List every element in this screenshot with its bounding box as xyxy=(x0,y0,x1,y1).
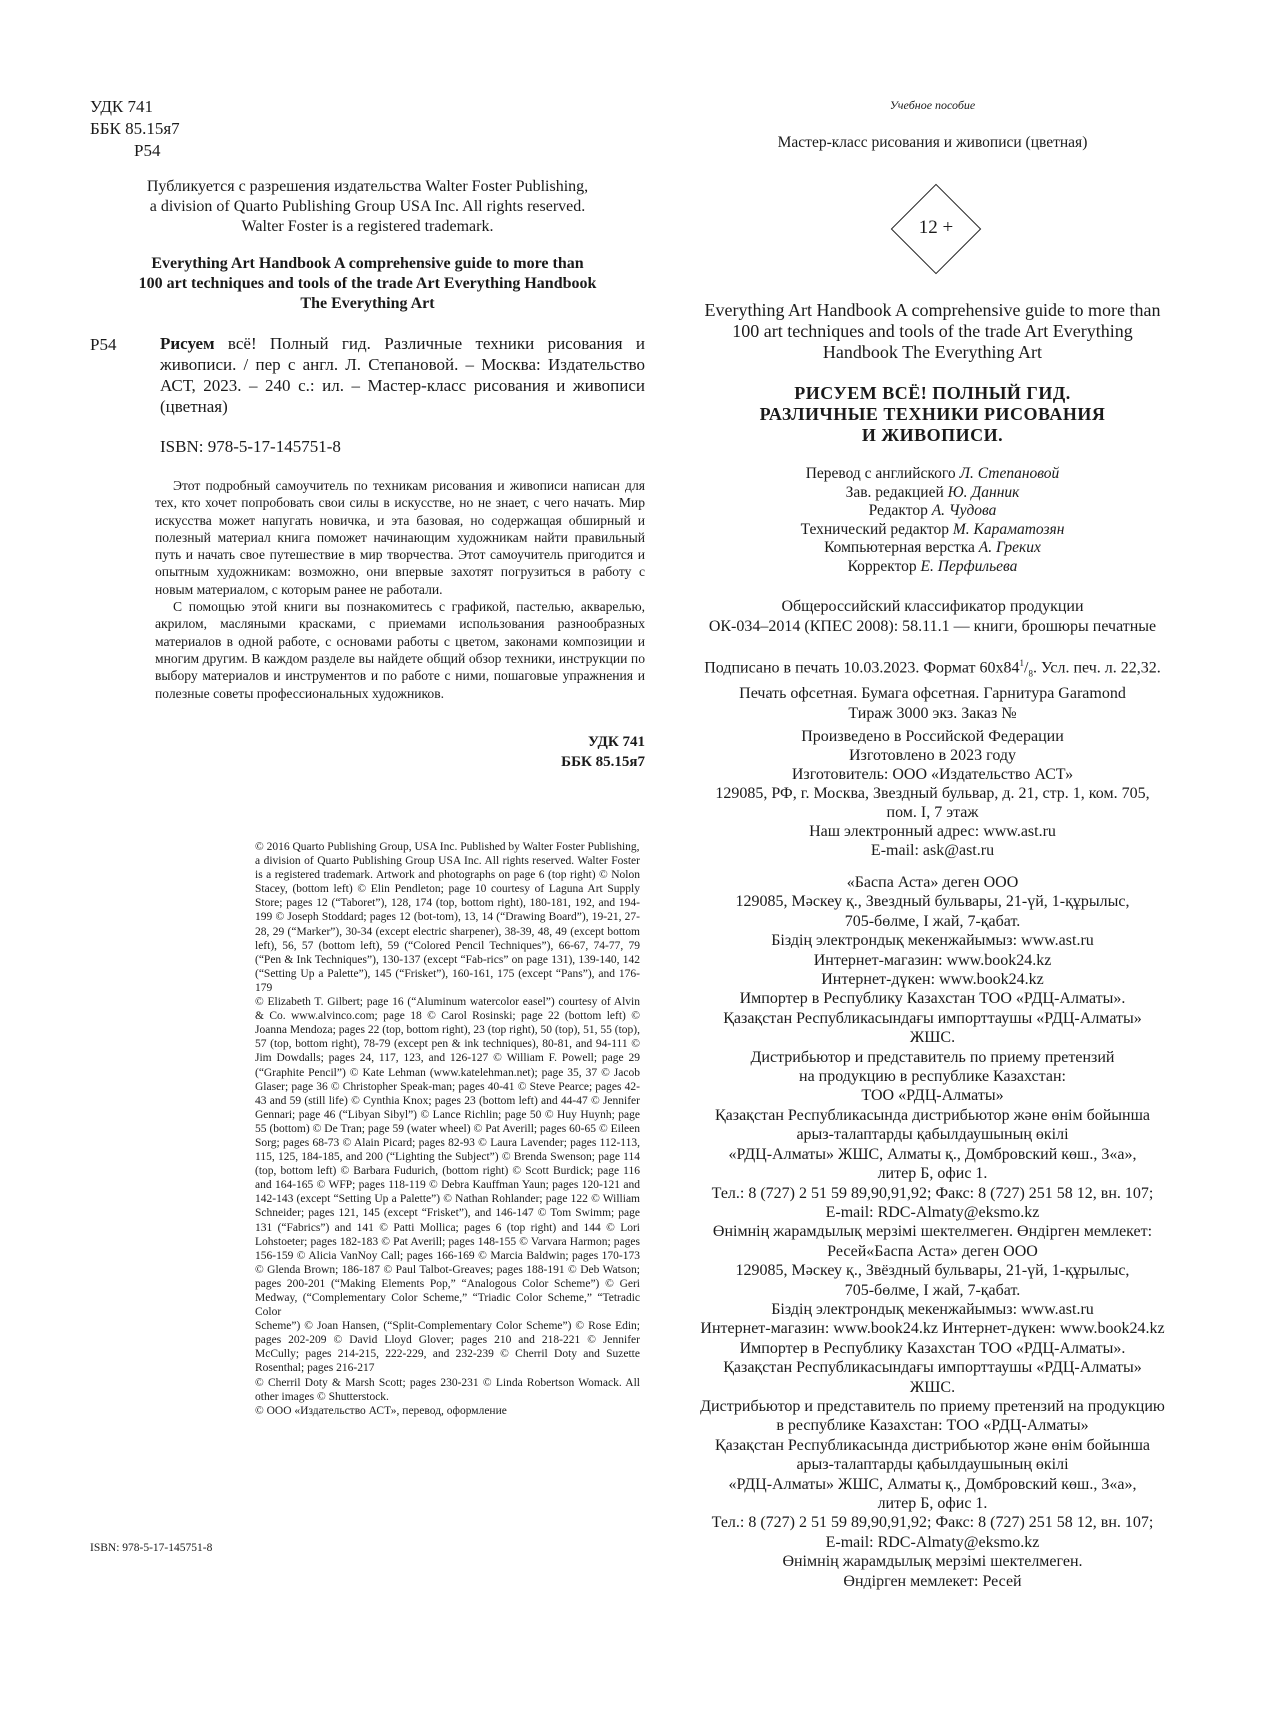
bbk-code: ББК 85.15я7 xyxy=(90,119,180,138)
kazakh-line: 705-бөлме, I жай, 7-қабат. xyxy=(844,912,1021,930)
staff-role: Перевод с английского xyxy=(805,465,956,482)
print-line xyxy=(660,653,1205,684)
print-format: Подписано в печать 10.03.2023. Формат 60x84 xyxy=(704,659,1020,677)
kazakh-line: Қазақстан Республикасындағы импорттаушы «РДЦ-Алматы» xyxy=(723,1359,1142,1377)
production-line: Наш электронный адрес: www.ast.ru xyxy=(809,823,1056,840)
kazakh-line: арыз-талаптарды қабылдаушының өкілі xyxy=(796,1456,1069,1474)
staff-line xyxy=(660,502,1205,521)
staff-line xyxy=(660,484,1205,503)
kazakh-line: Дистрибьютор и представитель по приему претензий xyxy=(750,1048,1115,1066)
kazakh-line: Тел.: 8 (727) 2 51 59 89,90,91,92; Факс: 8 (727) 251 58 12, вн. 107; xyxy=(711,1184,1154,1202)
permission-line: Walter Foster is a registered trademark. xyxy=(241,218,494,235)
credit-paragraph: © 2016 Quarto Publishing Group, USA Inc. Published by Walter Foster Publishing, xyxy=(255,841,640,853)
kazakh-line: на продукцию в республике Казахстан: xyxy=(799,1068,1066,1086)
permission-line: Публикуется с разрешения издательства Walter Foster Publishing, xyxy=(146,178,589,195)
series-name: Мастер-класс рисования и живописи (цветная) xyxy=(777,134,1088,151)
staff-name: Е. Перфильева xyxy=(920,557,1018,575)
kazakh-line: «Баспа Аста» деген ООО xyxy=(846,874,1019,891)
staff-name: Л. Степановой xyxy=(959,465,1060,482)
classifier-line: Общероссийский классификатор продукции xyxy=(781,598,1084,615)
kazakh-line: Интернет-магазин: www.book24.kz xyxy=(813,951,1052,969)
credit-paragraph: © Elizabeth T. Gilbert; page 16 (“Aluminum watercolor easel”) courtesy of Alvin & Co. www.alvinco.com; page 18 © Carol Rosinski; page 22 (bottom left) © Joanna Mendoza; pages 22 (top, bottom right), 23 (top right), 50 (top), 51, 55 (top), 57 (top, bottom right), 78-79 (except pen & ink techniques), 80-81, and 94-111 © Jim Dowdalls; pages 24, 117, 123, and 126-127 © William F. Powell; page 29 (“Graphite Pencil”) © Kate Lehman (www.katelehman.net); page 35, 37 © Jacob Glaser; page 36 © Christopher Speak-man; pages 40-41 © Steve Pearce; pages 42-43 and 59 (still life) © Cynthia Knox; pages 23 (bottom left) and 44-47 © Jennifer Gennari; page 46 (“Libyan Sibyl”) © Lance Richlin; page 50 © Huy Huynh; page 55 (bottom) © De Tran; page 59 (water wheel) © Pat Averill; pages 60-65 © Eileen Sorg; pages 68-73 © Alain Picard; pages 82-93 © Laura Lavender; pages 112-113, 115, 125, 184-185, and 200 (“Lighting the Subject”) © Brenda Swenson; page 114 (top, bottom left) © Barbara Fudurich, (bottom right) © Scott Burdick; page 116 and 164-165 © WFP; pages 118-119 © Debra Kauffman Yaun; pages 120-121 and 142-143 (except “Setting Up a Palette”) © Nathan Rohlander; page 122 © William Schneider; pages 121, 145 (except “Frisket”), and 146-147 © Tom Swimm; page 131 (“Fabrics”) and 141 © Patti Mollica; pages 6 (top right) and 144 © Lori Lohstoeter; pages 182-183 © Pat Averill; pages 148-155 © Varvara Harmon; pages 156-159 © Alicia VanNoy Call; pages 166-169 © Marcia Baldwin; pages 170-173 © Glenda Brown; 186-187 © Paul Talbot-Greaves; pages 188-191 © Deb Watson; pages 200-201 (“Making Elements Pop,” “Analogous Color Scheme”) © Geri Medway, (“Complementary Color Scheme,” “Triadic Color Scheme,” “Tetradic Color xyxy=(255,996,640,1319)
kazakhstan-info xyxy=(660,873,1205,1591)
main-title-line: РАЗЛИЧНЫЕ ТЕХНИКИ РИСОВАНИЯ xyxy=(759,404,1106,424)
original-title-line: Everything Art Handbook A comprehensive guide to more than xyxy=(151,255,584,272)
kazakh-line: Импортер в Республику Казахстан ТОО «РДЦ-Алматы». xyxy=(739,990,1126,1008)
kazakh-line: Ресей«Баспа Аста» деген ООО xyxy=(827,1242,1038,1260)
permission-notice xyxy=(90,177,645,237)
staff-name: А. Чудова xyxy=(931,502,997,519)
staff-role: Редактор xyxy=(868,502,928,519)
kazakh-line: ЖШС. xyxy=(909,1029,956,1047)
print-line: Печать офсетная. Бумага офсетная. Гарнитура Garamond xyxy=(739,684,1126,702)
isbn-footer: ISBN: 978-5-17-145751-8 xyxy=(90,1542,213,1554)
kazakh-line: литер Б, офис 1. xyxy=(877,1495,988,1512)
abstract-paragraph: С помощью этой книги вы познакомитесь с графикой, пастелью, акварелью, акрилом, масляными красками, с приемами использования разнообразных материалов в одной работе, с основами работы с цветом, законами композиции и многим другим. В каждом разделе вы найдете общий обзор техники, инструкции по выбору материалов и инструментов и по работе с ними, пошаговые упражнения и полезные советы профессиональных художников. xyxy=(155,599,645,701)
classification-codes xyxy=(90,96,180,162)
staff-line xyxy=(660,539,1205,558)
kazakh-line: «РДЦ-Алматы» ЖШС, Алматы қ., Домбровский көш., 3«а», xyxy=(728,1475,1137,1493)
kazakh-line: арыз-талаптарды қабылдаушының өкілі xyxy=(796,1126,1069,1144)
author-mark: Р54 xyxy=(134,141,161,160)
credit-paragraph: © Cherril Doty & Marsh Scott; pages 230-231 © Linda Robertson Womack. All other images © Shutterstock. xyxy=(255,1376,640,1403)
classifier-line: ОК-034–2014 (КПЕС 2008): 58.11.1 — книги, брошюры печатные xyxy=(708,618,1157,635)
kazakh-line: Интернет-магазин: www.book24.kz Интернет-дүкен: www.book24.kz xyxy=(700,1320,1165,1338)
staff-name: Ю. Данник xyxy=(947,483,1020,501)
kazakh-line: E-mail: RDC-Almaty@eksmo.kz xyxy=(825,1533,1040,1551)
production-line: пом. I, 7 этаж xyxy=(886,804,979,821)
staff-role: Зав. редакцией xyxy=(845,483,944,501)
udk-code: УДК 741 xyxy=(90,97,154,116)
format-fraction-den: 8 xyxy=(1028,668,1033,679)
kazakh-line: Өнімнің жарамдылық мерзімі шектелмеген. Өндірген мемлекет: xyxy=(712,1223,1153,1241)
entry-description: всё! Полный гид. Различные техники рисования и живописи. / пер с англ. Л. Степановой. – Москва: Издательство АСТ, 2023. – 240 с.: ил. – Мастер-класс рисования и живописи (цветная) xyxy=(160,334,645,416)
production-info xyxy=(660,727,1205,860)
kazakh-line: 129085, Мәскеу қ., Звёздный бульвары, 21-үй, 1-құрылыс, xyxy=(735,1262,1130,1280)
kazakh-line: E-mail: RDC-Almaty@eksmo.kz xyxy=(825,1203,1040,1221)
print-sheets: . Усл. печ. л. 22,32. xyxy=(1032,659,1161,677)
kazakh-line: ЖШС. xyxy=(909,1378,956,1396)
kazakh-line: Тел.: 8 (727) 2 51 59 89,90,91,92; Факс: 8 (727) 251 58 12, вн. 107; xyxy=(711,1514,1154,1532)
abstract-paragraph: Этот подробный самоучитель по техникам рисования и живописи написан для тех, кто хочет попробовать свои силы в искусстве, но не знает, с чего начать. Мир искусства может напугать новичка, и эта базовая, но содержащая обширный и полезный материал книга поможет начинающим художникам найти правильный путь и начать свое путешествие в мир творчества. Этот самоучитель пригодится и опытным художникам: возможно, они впервые захотят погрузиться в работу с новым материалом, с которым ранее не работали. xyxy=(155,478,645,597)
staff-name: А. Греких xyxy=(978,539,1041,556)
original-title-left xyxy=(90,254,645,314)
original-title-line: 100 art techniques and tools of the trade Art Everything Handbook xyxy=(138,275,597,292)
kazakh-line: Қазақстан Республикасында дистрибьютор және өнім бойынша xyxy=(714,1436,1151,1454)
original-title-line: 100 art techniques and tools of the trade Art Everything xyxy=(732,321,1133,341)
kazakh-line: Интернет-дүкен: www.book24.kz xyxy=(821,971,1044,989)
udk-code-bottom: УДК 741 xyxy=(588,734,645,750)
staff-line xyxy=(660,558,1205,577)
kazakh-line: Өнімнің жарамдылық мерзімі шектелмеген. xyxy=(782,1553,1083,1571)
staff-role: Компьютерная верстка xyxy=(824,539,975,556)
staff-line xyxy=(660,521,1205,540)
production-line: Произведено в Российской Федерации xyxy=(801,728,1064,745)
abstract xyxy=(155,477,645,702)
kazakh-line: Импортер в Республику Казахстан ТОО «РДЦ-Алматы». xyxy=(739,1339,1126,1357)
copyright-credits xyxy=(255,840,640,1418)
staff-name: М. Караматозян xyxy=(952,520,1065,538)
main-title-line: И ЖИВОПИСИ. xyxy=(861,425,1004,445)
age-rating-text: 12 + xyxy=(918,217,954,238)
kazakh-line: Біздің электрондық мекенжайымыз: www.ast.ru xyxy=(771,932,1094,950)
kazakh-line: 705-бөлме, I жай, 7-қабат. xyxy=(844,1281,1021,1299)
entry-title-word: Рисуем xyxy=(160,334,215,353)
kazakh-line: ТОО «РДЦ-Алматы» xyxy=(861,1087,1004,1105)
bbk-code-bottom: ББК 85.15я7 xyxy=(561,754,645,770)
isbn-main: ISBN: 978-5-17-145751-8 xyxy=(160,437,341,456)
kazakh-line: Біздің электрондық мекенжайымыз: www.ast.ru xyxy=(771,1300,1094,1318)
age-rating-badge xyxy=(891,184,981,274)
production-line: 129085, РФ, г. Москва, Звездный бульвар, д. 21, стр. 1, ком. 705, xyxy=(715,785,1150,802)
kazakh-line: 129085, Мәскеу қ., Звездный бульвары, 21-үй, 1-құрылыс, xyxy=(735,893,1130,911)
credit-paragraph: Scheme”) © Joan Hansen, (“Split-Complementary Color Scheme”) © Rose Edin; pages 202-209 © David Lloyd Glover; pages 210 and 218-221 © Jennifer McCully; pages 214-215, 222-229, and 232-239 © Cherril Doty and Suzette Rosenthal; pages 216-217 xyxy=(255,1320,640,1375)
original-title-line: The Everything Art xyxy=(300,295,435,312)
kazakh-line: Қазақстан Республикасында дистрибьютор және өнім бойынша xyxy=(714,1106,1151,1124)
credit-paragraph: a division of Quarto Publishing Group USA Inc. All rights reserved. Walter Foster is a registered trademark. Artwork and photographs on page 6 (top right) © Nolon Stacey, (bottom left) © Elin Pendleton; page 10 courtesy of Laguna Art Supply Store; pages 12 (“Taboret”), 128, 174 (top, bottom right), 180-181, 192, and 194-199 © Joseph Stoddard; pages 12 (bot-tom), 13, 14 (“Drawing Board”), 19-21, 27-28, 29 (“Marker”), 30-34 (except electric sharpener), 38-39, 48, 49 (except bottom left), 56, 57 (bottom left), 59 (“Colored Pencil Techniques”), 66-67, 74-77, 79 (“Pen & Ink Techniques”), 130-137 (except “Fab-rics” on page 131), 139-140, 142 (“Setting Up a Palette”), 145 (“Frisket”), 160-161, 175 (except “Pans”), and 176-179 xyxy=(255,855,640,994)
main-title xyxy=(660,383,1205,446)
original-title-line: Handbook The Everything Art xyxy=(822,342,1043,362)
original-title-right xyxy=(660,300,1205,363)
format-fraction-slash: / xyxy=(1024,659,1029,677)
original-title-line: Everything Art Handbook A comprehensive guide to more than xyxy=(704,300,1161,320)
permission-line: a division of Quarto Publishing Group USA Inc. All rights reserved. xyxy=(149,198,586,215)
production-line: Изготовлено в 2023 году xyxy=(849,747,1016,764)
production-line: E-mail: ask@ast.ru xyxy=(870,842,995,859)
classification-codes-bottom xyxy=(400,732,645,772)
staff-line xyxy=(660,465,1205,484)
staff-credits xyxy=(660,465,1205,576)
kazakh-line: Өндірген мемлекет: Ресей xyxy=(843,1572,1022,1590)
book-type-kicker: Учебное пособие xyxy=(889,98,976,112)
staff-role: Корректор xyxy=(847,557,917,575)
kazakh-line: Қазақстан Республикасындағы импорттаушы «РДЦ-Алматы» xyxy=(723,1009,1142,1027)
production-line: Изготовитель: ООО «Издательство АСТ» xyxy=(791,766,1074,783)
bibliographic-entry xyxy=(160,333,645,417)
print-details xyxy=(660,653,1205,724)
staff-role: Технический редактор xyxy=(800,520,949,538)
kazakh-line: «РДЦ-Алматы» ЖШС, Алматы қ., Домбровский көш., 3«а», xyxy=(728,1145,1137,1163)
product-classifier xyxy=(660,597,1205,637)
entry-author-mark: Р54 xyxy=(90,335,117,354)
print-line: Тираж 3000 экз. Заказ № xyxy=(848,704,1017,722)
format-fraction-num: 1 xyxy=(1019,658,1024,668)
kazakh-line: литер Б, офис 1. xyxy=(877,1165,988,1183)
credit-paragraph: © ООО «Издательство АСТ», перевод, оформление xyxy=(255,1404,507,1417)
kazakh-line: Дистрибьютор и представитель по приему претензий на продукцию xyxy=(700,1397,1165,1415)
kazakh-line: в республике Казахстан: ТОО «РДЦ-Алматы» xyxy=(776,1417,1089,1435)
main-title-line: РИСУЕМ ВСЁ! ПОЛНЫЙ ГИД. xyxy=(794,383,1071,403)
